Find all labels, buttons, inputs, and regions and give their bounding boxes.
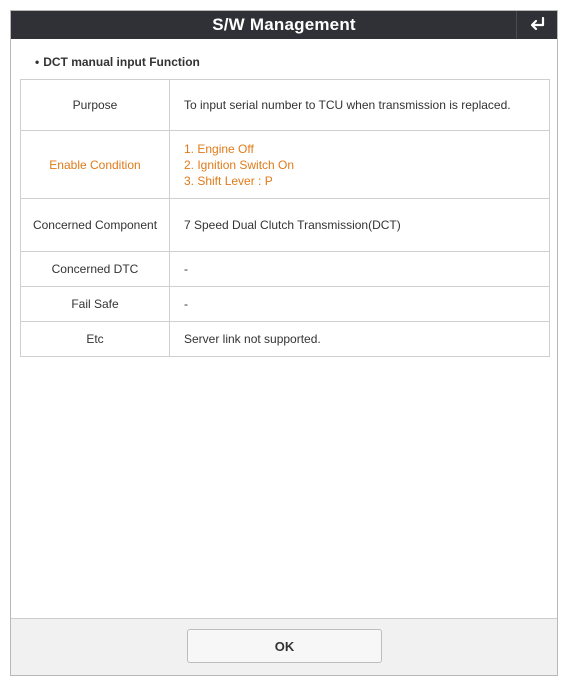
table-row-fail-safe (21, 287, 550, 322)
row-value: To input serial number to TCU when transmission is replaced. (170, 80, 550, 131)
table-row-etc (21, 322, 550, 357)
row-value: Server link not supported. (170, 322, 550, 357)
table-row-concerned-dtc (21, 252, 550, 287)
row-value: - (170, 252, 550, 287)
dialog-title: S/W Management (212, 15, 356, 34)
row-value: 7 Speed Dual Clutch Transmission(DCT) (170, 199, 550, 252)
row-label: Purpose (21, 80, 170, 131)
return-arrow-icon (528, 17, 546, 33)
table-row-concerned-component (21, 199, 550, 252)
condition-item: 2. Ignition Switch On (184, 157, 295, 172)
table-row-enable-condition (21, 131, 550, 199)
row-value: - (170, 287, 550, 322)
row-label: Concerned DTC (21, 252, 170, 287)
row-label: Enable Condition (21, 131, 170, 199)
sw-management-dialog (10, 10, 558, 676)
section-heading (35, 55, 200, 69)
ok-button[interactable]: OK (187, 629, 382, 663)
table-row-purpose (21, 80, 550, 131)
function-info-table (20, 79, 550, 357)
condition-item: 1. Engine Off (184, 141, 254, 156)
back-button[interactable] (516, 11, 557, 39)
row-label: Concerned Component (21, 199, 170, 252)
footer-bar (11, 618, 557, 675)
section-title: DCT manual input Function (43, 55, 200, 69)
row-label: Fail Safe (21, 287, 170, 322)
condition-item: 3. Shift Lever : P (184, 173, 273, 188)
row-label: Etc (21, 322, 170, 357)
bullet: • (35, 55, 40, 69)
condition-list (170, 131, 550, 199)
title-bar (11, 11, 557, 39)
